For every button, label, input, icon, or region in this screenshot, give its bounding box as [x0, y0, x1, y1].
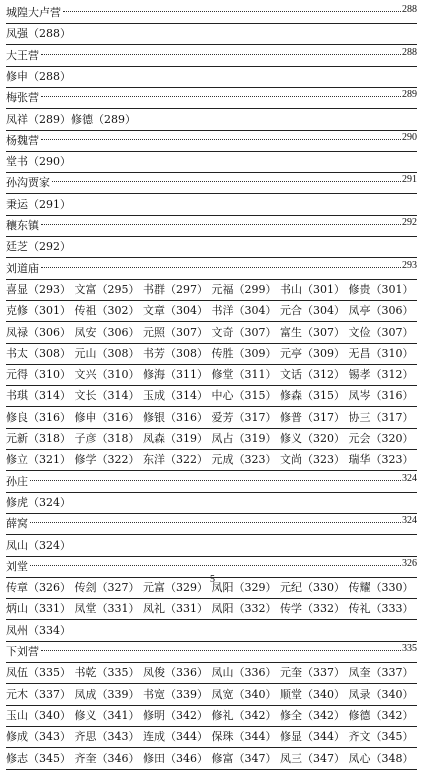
toc-entry-page: 290 [402, 131, 417, 143]
toc-entry-title: 梅张营 [6, 91, 39, 105]
person-entry: 元奎（337） [280, 666, 345, 680]
toc-entry-page: 335 [402, 643, 417, 654]
person-entry: 修义（320） [280, 432, 345, 445]
person-entry: 凤礼（331） [143, 602, 208, 616]
person-entry: 齐奎（346） [74, 751, 140, 765]
name-list-row [6, 704, 417, 727]
person-entry: 修银（316） [143, 410, 208, 424]
toc-entry-page: 292 [402, 217, 417, 228]
toc-entry-title: 刘道庙 [6, 261, 39, 275]
person-entry: 凤心（348） [348, 751, 414, 765]
toc-entry-title: 薛窝 [6, 517, 28, 531]
person-entry: 传祖（302） [74, 304, 140, 318]
toc-entry [6, 171, 417, 194]
person-entry: 保珠（344） [211, 730, 277, 744]
person-entry: 瑞华（323） [348, 453, 414, 467]
person-entry: 文富（295） [74, 282, 140, 296]
person-entry: 凤阳（329） [211, 581, 277, 595]
person-entry: 文长（314） [74, 389, 140, 403]
person-entry: 元富（329） [143, 581, 208, 595]
toc-entry [6, 86, 417, 109]
toc-entry [6, 1, 417, 24]
person-entry: 修田（346） [143, 751, 208, 765]
name-list-row [6, 427, 417, 450]
person-entry: 修志（345） [6, 751, 71, 765]
person-entry: 传刽（327） [74, 581, 140, 595]
person-entry: 秉运（291） [6, 197, 71, 211]
name-list-row [6, 321, 417, 344]
person-entry: 元亭（309） [280, 346, 345, 360]
person-entry: 传胜（309） [211, 346, 277, 360]
dot-leader [41, 650, 401, 651]
toc-entry-title: 下刘营 [6, 645, 39, 658]
name-list-row [6, 534, 417, 557]
name-list-row [6, 683, 417, 706]
person-entry: 炳山（331） [6, 602, 71, 616]
person-entry: 齐思（343） [74, 730, 140, 744]
person-entry: 修学（322） [74, 453, 140, 467]
person-entry: 修申（288） [6, 69, 71, 83]
name-list-row [6, 193, 417, 216]
person-entry: 凤山（336） [211, 666, 277, 680]
person-entry: 书宽（339） [143, 687, 208, 701]
person-entry: 凤宽（340） [211, 687, 277, 701]
toc-entry-title: 大王营 [6, 48, 39, 62]
person-entry: 修堂（311） [211, 368, 277, 382]
person-entry: 凤阳（332） [211, 602, 277, 616]
name-list-row [6, 661, 417, 684]
person-entry: 修德（342） [348, 708, 414, 722]
name-list-row [6, 342, 417, 365]
person-entry: 传礼（333） [348, 602, 414, 616]
page-number: 5 [210, 574, 215, 585]
person-entry: 修立（321） [6, 453, 71, 467]
dot-leader [30, 522, 401, 523]
person-entry: 元木（337） [6, 687, 71, 701]
name-list-row [6, 619, 417, 642]
person-entry: 凤录（340） [348, 687, 414, 701]
person-entry: 书山（301） [280, 282, 345, 296]
person-entry: 凤祥（289）修德（289） [6, 112, 136, 126]
dot-leader [41, 267, 401, 268]
dot-leader [41, 224, 401, 225]
person-entry: 元成（323） [211, 453, 277, 467]
person-entry: 克修（301） [6, 304, 71, 318]
name-list-row [6, 448, 417, 471]
person-entry: 凤亭（306） [348, 304, 414, 318]
person-entry: 书群（297） [143, 282, 208, 296]
person-entry: 凤岑（316） [348, 389, 414, 403]
person-entry: 修普（317） [280, 410, 345, 424]
person-entry: 修贵（301） [348, 282, 414, 296]
person-entry: 元山（308） [74, 346, 140, 360]
toc-entry-page: 324 [402, 515, 417, 527]
person-entry: 元新（318） [6, 432, 71, 445]
dot-leader [30, 480, 401, 481]
person-entry: 玉山（340） [6, 708, 71, 722]
person-entry: 文尚（323） [280, 453, 345, 467]
name-list-row [6, 65, 417, 88]
person-entry: 凤成（339） [74, 687, 140, 701]
toc-entry [6, 470, 417, 493]
person-entry: 堂书（290） [6, 155, 71, 169]
person-entry: 书洋（304） [211, 304, 277, 318]
name-list-row [6, 491, 417, 514]
person-entry: 元福（299） [211, 282, 277, 296]
toc-entry [6, 214, 417, 237]
person-entry: 书乾（335） [74, 666, 140, 680]
person-entry: 富生（307） [280, 325, 345, 339]
name-list-row [6, 278, 417, 301]
person-entry: 喜显（293） [6, 282, 71, 296]
person-entry: 元纪（330） [280, 581, 345, 595]
toc-entry-title: 孙庄 [6, 474, 28, 488]
dot-leader [52, 181, 401, 182]
person-entry: 无昌（310） [348, 346, 414, 360]
toc-entry [6, 512, 417, 535]
person-entry: 凤堂（331） [74, 602, 140, 616]
person-entry: 凤安（306） [74, 325, 140, 339]
name-list-row [6, 235, 417, 258]
dot-leader [41, 139, 401, 140]
person-entry: 修全（342） [280, 708, 345, 722]
person-entry: 凤山（324） [6, 538, 71, 552]
person-entry: 修海（311） [143, 368, 208, 382]
person-entry: 顺堂（340） [280, 687, 345, 701]
dot-leader [30, 565, 401, 566]
person-entry: 修成（343） [6, 730, 71, 744]
person-entry: 中心（315） [211, 389, 277, 403]
name-list-row [6, 22, 417, 45]
person-entry: 传学（332） [280, 602, 345, 616]
person-entry: 元会（320） [348, 432, 414, 445]
person-entry: 文奇（307） [211, 325, 277, 339]
person-entry: 凤州（334） [6, 623, 71, 637]
toc-entry-page: 291 [402, 174, 417, 186]
person-entry: 元得（310） [6, 368, 71, 382]
toc-entry-title: 穰东镇 [6, 219, 39, 232]
person-entry: 修申（316） [74, 410, 140, 424]
toc-entry-page: 289 [402, 89, 417, 101]
name-list-row [6, 406, 417, 429]
toc-entry-page: 326 [402, 557, 417, 569]
toc-entry-title: 孙沟贾家 [6, 176, 50, 190]
person-entry: 连成（344） [143, 730, 208, 744]
person-entry: 凤森（319） [143, 432, 208, 445]
person-entry: 元合（304） [280, 304, 345, 318]
toc-entry [6, 129, 417, 152]
toc-entry [6, 257, 417, 280]
person-entry: 凤占（319） [211, 432, 277, 445]
name-list-row [6, 597, 417, 620]
person-entry: 文俭（307） [348, 325, 414, 339]
name-list-row [6, 108, 417, 131]
person-entry: 凤禄（306） [6, 325, 71, 339]
person-entry: 东洋（322） [143, 453, 208, 467]
person-entry: 书太（308） [6, 346, 71, 360]
name-list-row [6, 747, 417, 770]
name-list-row [6, 725, 417, 748]
person-entry: 凤俊（336） [143, 666, 208, 680]
dot-leader [41, 54, 401, 55]
name-list-row [6, 363, 417, 386]
person-entry: 玉成（314） [143, 389, 208, 403]
person-entry: 修显（344） [280, 730, 345, 744]
person-entry: 齐文（345） [348, 730, 414, 744]
toc-entry-page: 324 [402, 472, 417, 484]
person-entry: 爱芳（317） [211, 410, 277, 424]
person-entry: 凤三（347） [280, 751, 345, 765]
person-entry: 凤强（288） [6, 27, 71, 41]
toc-entry-page: 288 [402, 46, 417, 58]
dot-leader [63, 11, 401, 12]
name-list-row [6, 299, 417, 322]
person-entry: 文兴（310） [74, 368, 140, 382]
toc-entry-title: 杨魏营 [6, 133, 39, 147]
person-entry: 传耀（330） [348, 581, 414, 595]
person-entry: 修义（341） [74, 708, 140, 722]
person-entry: 文话（312） [280, 368, 345, 382]
dot-leader [41, 96, 401, 97]
person-entry: 凤奎（337） [348, 666, 414, 680]
toc-entry-page: 288 [402, 4, 417, 15]
name-list-row [6, 150, 417, 173]
person-entry: 修虎（324） [6, 495, 71, 509]
toc-entry [6, 44, 417, 67]
person-entry: 修明（342） [143, 708, 208, 722]
toc-entry-page: 293 [402, 259, 417, 271]
person-entry: 书琪（314） [6, 389, 71, 403]
toc-entry-title: 城隍大卢营 [6, 6, 61, 19]
person-entry: 协三（317） [348, 410, 414, 424]
person-entry: 元照（307） [143, 325, 208, 339]
person-entry: 文章（304） [143, 304, 208, 318]
toc-entry [6, 640, 417, 663]
person-entry: 书芳（308） [143, 346, 208, 360]
person-entry: 修森（315） [280, 389, 345, 403]
person-entry: 廷芝（292） [6, 240, 71, 254]
person-entry: 修礼（342） [211, 708, 277, 722]
person-entry: 锡孝（312） [348, 368, 414, 382]
person-entry: 子彦（318） [74, 432, 140, 445]
person-entry: 凤伍（335） [6, 666, 71, 680]
person-entry: 修良（316） [6, 410, 71, 424]
toc-entry-title: 刘堂 [6, 559, 28, 573]
person-entry: 修富（347） [211, 751, 277, 765]
person-entry: 传章（326） [6, 581, 71, 595]
name-list-row [6, 384, 417, 407]
